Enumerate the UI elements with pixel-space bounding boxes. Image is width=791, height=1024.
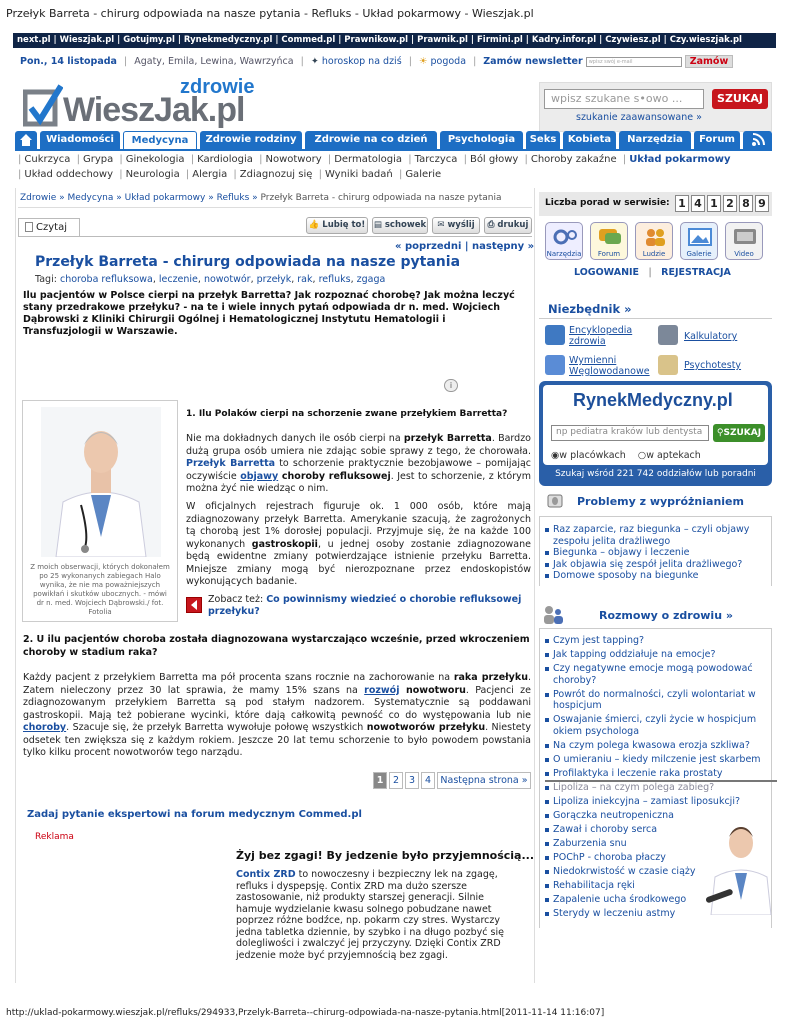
sidebar-doctor-image bbox=[705, 815, 777, 915]
tile-forum[interactable]: Forum bbox=[590, 222, 628, 260]
list-item[interactable]: Na czym polega kwasowa erozja szkliwa? bbox=[545, 740, 769, 752]
list-item[interactable]: Profilaktyka i leczenie raka prostaty bbox=[545, 768, 769, 780]
list-item[interactable]: Raz zaparcie, raz biegunka – czyli objawy zespołu jelita drażliwego bbox=[545, 524, 770, 547]
page-button[interactable]: 1 bbox=[373, 772, 387, 789]
rynekmedyczny-search-box bbox=[539, 381, 772, 486]
subnav-bol-glowy[interactable]: Ból głowy bbox=[469, 154, 519, 165]
account-links: LOGOWANIE | REJESTRACJA bbox=[574, 267, 731, 278]
book-icon bbox=[545, 325, 565, 345]
ad-label: Reklama bbox=[35, 832, 74, 842]
rynek-search-button[interactable]: ⚲SZUKAJ bbox=[713, 424, 765, 442]
list-item[interactable]: Zawał i choroby serca bbox=[545, 824, 769, 836]
niezbednik-encyclopedia-link[interactable]: Encyklopedia zdrowia bbox=[569, 325, 633, 347]
rynek-count-text: Szukaj wśród 221 742 oddziałów lub poradni bbox=[555, 469, 756, 479]
document-icon bbox=[25, 222, 33, 232]
tab-narzedzia[interactable]: Narzędzia bbox=[619, 131, 691, 149]
niezbednik-wymienniki-link[interactable]: Wymienni Węglowodanowe bbox=[569, 355, 650, 377]
next-link[interactable]: następny » bbox=[472, 241, 535, 252]
article-title: Przełyk Barreta - chirurg odpowiada na nasze pytania bbox=[35, 254, 461, 270]
thumbs-up-icon: 👍 bbox=[308, 220, 320, 230]
ad-body: Contix ZRD to nowoczesny i bezpieczny lek na zgagę, refluks i dyspepsję. Contix ZRD ma dużo szersze zastosowanie, niż produkty starszej generacji. Silnie hamuje wydzielanie kwasu solnego pobudzane nawet poprzez różne bodźce, np. pokarm czy stres. Wystarczy jedna tabletka dziennie, by szybko i na długo pozbyć się dolegliwości i zwalczyć jej przyczyny. Dzięki Contix ZRD jedzenie może być przyjemnością bez zgagi. bbox=[236, 869, 504, 961]
list-item[interactable]: Domowe sposoby na biegunke bbox=[545, 570, 770, 582]
print-title: Przełyk Barreta - chirurg odpowiada na nasze pytania - Refluks - Układ pokarmowy - Wieszjak.pl bbox=[6, 7, 534, 20]
problems-list bbox=[545, 524, 770, 586]
gears-icon bbox=[552, 227, 578, 247]
list-item[interactable]: Powrót do normalności, czyli wolontariat w hospicjum bbox=[545, 689, 769, 712]
advanced-search-link[interactable]: szukanie zaawansowane » bbox=[576, 112, 702, 123]
paragraph-1: Nie ma dokładnych danych ile osób cierpi na przełyk Barretta. Bardzo dużą grupa osób umiera nie zdając sobie sprawy z tego, że chorowała. Przełyk Barretta to schorzenie praktycznie bezobjawowe – pomijając oczywiście objawy choroby refluksowej. Jest to schorzenie, z którym można żyć nie wiedząc o nim. bbox=[186, 433, 532, 494]
subnav-galerie[interactable]: Galerie bbox=[405, 169, 442, 180]
subnav-tarczyca[interactable]: Tarczyca bbox=[414, 154, 458, 165]
see-also-link[interactable]: Co powinnismy wiedzieć o chorobie refluksowej przełyku? bbox=[208, 594, 522, 617]
current-date: Pon., 14 listopada bbox=[20, 56, 117, 67]
subnav-alergia[interactable]: Alergia bbox=[192, 169, 228, 180]
paragraph-2: W oficjalnych rejestrach figuruje ok. 1 000 osób, które mają zdiagnozowany przełyk Barretta. Amerykanie szacują, że zagrożonych tą chorobą jest 1% dorosłej populacji. Przyjmuje się, że na każde 100 wykonanych gastroskopii, u jednej osoby zostanie zdiagnozowane będą ewidentne zmiany potwierdzające istnienie przełyku Barretta. Mniejsze zmiany mogą być nierozpoznane przez endoskopistów wykonujących badanie. bbox=[186, 501, 531, 587]
tag-link[interactable]: leczenie bbox=[158, 274, 198, 285]
people-talk-icon bbox=[541, 603, 561, 623]
subnav-ginekologia[interactable]: Ginekologia bbox=[125, 154, 185, 165]
problems-heading[interactable]: Problemy z wypróżnianiem bbox=[577, 495, 744, 508]
divider bbox=[539, 318, 772, 319]
tab-zdrowie-na-co-dzien[interactable]: Zdrowie na co dzień bbox=[305, 131, 437, 149]
subnav-nowotwory[interactable]: Nowotwory bbox=[265, 154, 322, 165]
counter-digit: 1 bbox=[675, 195, 689, 212]
list-item[interactable]: Rehabilitacja ręki bbox=[545, 880, 769, 892]
tag-link[interactable]: zgaga bbox=[356, 274, 386, 285]
clipboard-icon: ▤ bbox=[373, 220, 382, 230]
advice-counter-label: Liczba porad w serwisie: bbox=[545, 198, 670, 208]
horoscope-icon: ✦ bbox=[310, 56, 319, 67]
search-button[interactable]: SZUKAJ bbox=[712, 89, 768, 109]
envelope-icon: ✉ bbox=[437, 220, 445, 230]
weather-icon: ☀ bbox=[418, 56, 428, 67]
radio-placowki[interactable]: ◉ bbox=[551, 450, 560, 461]
main-nav bbox=[15, 131, 772, 149]
subnav-cukrzyca[interactable]: Cukrzyca bbox=[24, 154, 71, 165]
subnav-uklad-oddechowy[interactable]: Układ oddechowy bbox=[24, 169, 113, 180]
subnav-wyniki-badan[interactable]: Wyniki badań bbox=[324, 169, 393, 180]
list-item[interactable]: Oswajanie śmierci, czyli życie w hospicjum okiem psychologa bbox=[545, 714, 769, 737]
register-link[interactable]: REJESTRACJA bbox=[661, 267, 731, 278]
tab-medycyna[interactable]: Medycyna bbox=[123, 131, 197, 149]
tag-link[interactable]: rak bbox=[297, 274, 313, 285]
list-item[interactable]: Jak tapping oddziałuje na emocje? bbox=[545, 649, 769, 661]
rynek-scope-radios: ◉w placówkach ○w aptekach bbox=[551, 450, 701, 461]
niezbednik-heading[interactable]: Niezbędnik » bbox=[548, 302, 632, 316]
tags: Tagi: choroba refluksowa, leczenie, nowotwór, przełyk, rak, refluks, zgaga bbox=[35, 274, 386, 285]
next-page-button[interactable]: Następna strona » bbox=[437, 772, 531, 789]
list-item[interactable]: POChP - choroba płaczy bbox=[545, 852, 769, 864]
printer-icon: ⎙ bbox=[487, 220, 495, 230]
prev-link[interactable]: « poprzedni bbox=[395, 241, 462, 252]
nav-underline bbox=[15, 149, 772, 151]
people-icon bbox=[642, 227, 668, 247]
site-logo[interactable] bbox=[23, 74, 263, 129]
tab-seks[interactable]: Seks bbox=[526, 131, 560, 149]
weather-link[interactable]: pogoda bbox=[430, 56, 467, 67]
tv-icon bbox=[732, 227, 758, 247]
arrow-left-icon bbox=[186, 597, 202, 613]
tab-kobieta[interactable]: Kobieta bbox=[563, 131, 616, 149]
advice-counter bbox=[539, 192, 772, 216]
page-button[interactable]: 2 bbox=[389, 772, 403, 789]
logo-wieszjak-text: WieszJak.pl bbox=[63, 91, 245, 129]
rynek-search-input[interactable]: np pediatra kraków lub dentysta bbox=[551, 425, 709, 441]
doctor-photo-box bbox=[22, 400, 178, 622]
doctor-photo bbox=[41, 407, 161, 557]
talks-heading[interactable]: Rozmowy o zdrowiu » bbox=[599, 609, 733, 622]
logo-zdrowie-text: zdrowie bbox=[180, 76, 255, 98]
tab-forum[interactable]: Forum bbox=[694, 131, 740, 149]
list-item[interactable]: Gorączka neutropeniczna bbox=[545, 810, 769, 822]
counter-digit: 9 bbox=[755, 195, 769, 212]
subnav-kardiologia[interactable]: Kardiologia bbox=[197, 154, 253, 165]
breadcrumb-item[interactable]: Zdrowie bbox=[20, 193, 57, 203]
subnav-neurologia[interactable]: Neurologia bbox=[125, 169, 180, 180]
counter-digit: 8 bbox=[739, 195, 753, 212]
niezbednik-psychotests-link[interactable]: Psychotesty bbox=[684, 360, 742, 371]
tag-link[interactable]: refluks bbox=[318, 274, 351, 285]
print-button[interactable]: ⎙ drukuj bbox=[484, 217, 532, 234]
tile-narzedzia[interactable]: Narzędzia bbox=[545, 222, 583, 260]
ad-brand-link[interactable]: Contix ZRD bbox=[236, 869, 296, 880]
inline-link[interactable]: objawy bbox=[240, 470, 279, 482]
list-item[interactable]: Lipoliza – na czym polega zabieg? bbox=[545, 782, 769, 794]
photo-caption: Z moich obserwacji, których dokonałem po 25 wykonanych zabiegach Halo wynika, że nie ma poważniejszych powikłań i skutków ubocznych. - mówi dr n. med. Wojciech Dąbrowski./ fot. Fotolia bbox=[30, 563, 170, 616]
paragraph-3: Każdy pacjent z przełykiem Barretta ma pół procenta szans rocznie na zachorowanie na raka przełyku. Zatem nieleczony przez 30 lat sprawia, że mamy 15% szans na rozwój nowotworu. Pacjenci ze zdiagnozowanym przełykiem Barretta są pod stałym nadzorem. Systematycznie są poddawani gastroskopii. Mają też pobierane wycinki, które dają całkowitą pewność co do występowania lub nie choroby. Szacuje się, że przełyk Barretta wywołuje połowę wszystkich nowotworów przełyku. Niestety odsetek ten zwiększa się z każdym rokiem. Jeszcze 20 lat temu schorzenie to było powodem powstania tylko kilku procent nowotworów tego narządu. bbox=[23, 672, 531, 758]
breadcrumb-current: Przełyk Barreta - chirurg odpowiada na nasze pytania bbox=[260, 193, 502, 203]
question-2-heading: 2. U ilu pacjentów choroba została diagnozowana wystarczająco wcześnie, przed wkroczeniem choroby w stadium raka? bbox=[23, 634, 530, 658]
counter-digit: 2 bbox=[723, 195, 737, 212]
ask-expert-link[interactable]: Zadaj pytanie ekspertowi na forum medycznym Commed.pl bbox=[27, 809, 362, 820]
breadcrumb: Zdrowie » Medycyna » Układ pokarmowy » Refluks » Przełyk Barreta - chirurg odpowiada na nasze pytania bbox=[20, 193, 502, 203]
list-item[interactable]: Sterydy w leczeniu astmy bbox=[545, 908, 769, 920]
tab-zdrowie-rodziny[interactable]: Zdrowie rodziny bbox=[200, 131, 302, 149]
network-links-bar[interactable]: next.pl | Wieszjak.pl | Gotujmy.pl | Rynekmedyczny.pl | Commed.pl | Prawnikow.pl | Prawnik.pl | Firmini.pl | Kadry.infor.pl | Czywiesz.pl | Czy.wieszjak.pl bbox=[13, 33, 776, 48]
breadcrumb-item[interactable]: Układ pokarmowy bbox=[124, 193, 206, 203]
footer-url: http://uklad-pokarmowy.wieszjak.pl/refluks/294933,Przelyk-Barreta--chirurg-odpowiada-na-nasze-pytania.html[2011-11-14 11:16:07] bbox=[6, 1008, 605, 1018]
tile-galerie[interactable]: Galerie bbox=[680, 222, 718, 260]
list-item[interactable]: Lipoliza iniekcyjna – zamiast liposukcji? bbox=[545, 796, 769, 808]
list-item[interactable]: Niedokrwistość w czasie ciąży bbox=[545, 866, 769, 878]
question-1-heading: 1. Ilu Polaków cierpi na schorzenie zwane przełykiem Barretta? bbox=[186, 409, 508, 419]
list-item[interactable]: O umieraniu – kiedy milczenie jest skarbem bbox=[545, 754, 769, 766]
date-bar: Pon., 14 listopada | Agaty, Emila, Lewina, Wawrzyńca | ✦ horoskop na dziś | ☀ pogoda | Zamów newsletter wpisz swój e-mail Zamów bbox=[20, 55, 770, 68]
home-icon bbox=[19, 133, 33, 147]
tag-link[interactable]: przełyk bbox=[256, 274, 292, 285]
info-icon[interactable]: i bbox=[444, 379, 458, 392]
building-icon bbox=[545, 355, 565, 375]
list-item[interactable]: Zapalenie ucha środkowego bbox=[545, 894, 769, 906]
inline-link[interactable]: Przełyk Barretta bbox=[186, 458, 276, 469]
inline-link[interactable]: rozwój bbox=[364, 684, 400, 696]
niezbednik-calculators-link[interactable]: Kalkulatory bbox=[684, 331, 738, 342]
list-item[interactable]: Czy negatywne emocje mogą powodować choroby? bbox=[545, 663, 769, 686]
tile-video[interactable]: Video bbox=[725, 222, 763, 260]
newsletter-order-button[interactable]: Zamów bbox=[685, 55, 734, 68]
subnav-zdiagnozuj-sie[interactable]: Zdiagnozuj się bbox=[239, 169, 313, 180]
scroll-divider bbox=[545, 780, 777, 782]
tag-link[interactable]: nowotwór bbox=[203, 274, 251, 285]
calculator-icon bbox=[658, 325, 678, 345]
pencil-icon bbox=[658, 355, 678, 375]
home-tab[interactable] bbox=[15, 131, 37, 149]
tab-wiadomosci[interactable]: Wiadomości bbox=[40, 131, 120, 149]
tab-psychologia[interactable]: Psychologia bbox=[440, 131, 523, 149]
search-input[interactable]: wpisz szukane s•owo ... bbox=[544, 89, 704, 109]
subnav-grypa[interactable]: Grypa bbox=[82, 154, 114, 165]
read-tab[interactable]: Czytaj bbox=[18, 218, 80, 236]
name-days: Agaty, Emila, Lewina, Wawrzyńca bbox=[134, 56, 294, 67]
login-link[interactable]: LOGOWANIE bbox=[574, 267, 640, 278]
rynekmedyczny-logo[interactable]: RynekMedyczny.pl bbox=[573, 390, 733, 410]
checkmark-logo-icon bbox=[23, 84, 63, 134]
search-icon: ⚲ bbox=[716, 428, 724, 438]
ad-title[interactable]: Żyj bez zgagi! By jedzenie było przyjemnością... bbox=[236, 849, 535, 862]
inline-link[interactable]: choroby bbox=[23, 722, 67, 733]
page-button[interactable]: 3 bbox=[405, 772, 419, 789]
breadcrumb-item[interactable]: Medycyna bbox=[67, 193, 114, 203]
sub-nav: | Cukrzyca | Grypa | Ginekologia | Kardiologia | Nowotwory | Dermatologia | Tarczyca | Ból głowy | Choroby zakaźne | Układ pokarmowy | Układ oddechowy | Neurologia | Alergia | Zdiagnozuj się | Wyniki badań | Galerie bbox=[18, 154, 731, 180]
rss-tab[interactable] bbox=[743, 131, 772, 149]
clipboard-button[interactable]: ▤ schowek bbox=[372, 217, 428, 234]
radio-apteki[interactable]: ○ bbox=[637, 450, 647, 461]
photo-icon bbox=[687, 227, 713, 247]
breadcrumb-item[interactable]: Refluks bbox=[216, 193, 250, 203]
list-item[interactable]: Czym jest tapping? bbox=[545, 635, 769, 647]
see-also: Zobacz też: Co powinnismy wiedzieć o chorobie refluksowej przełyku? bbox=[208, 594, 522, 617]
list-item[interactable]: Zaburzenia snu bbox=[545, 838, 769, 850]
article-lead: Ilu pacjentów w Polsce cierpi na przełyk Barretta? Jak rozpoznać chorobę? Jak można leczyć stany przedrakowe przełyku? - na te i wiele innych pytań odpowiada dr n. med. Wojciech Dąbrowski z Kliniki Chirurgii Ogólnej i Hematologicznej Instytutu Hematologii i Transfuzjologii w Warszawie. bbox=[23, 290, 515, 337]
divider bbox=[18, 236, 532, 237]
horoscope-link[interactable]: horoskop na dziś bbox=[321, 56, 402, 67]
subnav-choroby-zakazne[interactable]: Choroby zakaźne bbox=[530, 154, 617, 165]
toilet-paper-icon bbox=[545, 491, 565, 511]
prev-next-nav: « poprzedni | następny » bbox=[395, 241, 535, 252]
chat-bubble-icon bbox=[597, 227, 623, 247]
divider bbox=[18, 207, 532, 208]
list-item[interactable]: Biegunka – objawy i leczenie bbox=[545, 547, 770, 559]
send-button[interactable]: ✉ wyślij bbox=[432, 217, 480, 234]
tag-link[interactable]: choroba refluksowa bbox=[59, 274, 153, 285]
counter-digit: 4 bbox=[691, 195, 705, 212]
search-box bbox=[539, 82, 772, 132]
like-button[interactable]: 👍 Lubię to! bbox=[306, 217, 368, 234]
subnav-dermatologia[interactable]: Dermatologia bbox=[334, 154, 403, 165]
newsletter-email-input[interactable]: wpisz swój e-mail bbox=[586, 57, 682, 67]
list-item[interactable]: Jak objawia się zespół jelita drażliwego? bbox=[545, 559, 770, 571]
rss-icon bbox=[751, 133, 765, 147]
subnav-uklad-pokarmowy[interactable]: Układ pokarmowy bbox=[629, 154, 731, 165]
newsletter-label: Zamów newsletter bbox=[483, 56, 583, 67]
counter-digit: 1 bbox=[707, 195, 721, 212]
page-button[interactable]: 4 bbox=[421, 772, 435, 789]
tile-ludzie[interactable]: Ludzie bbox=[635, 222, 673, 260]
